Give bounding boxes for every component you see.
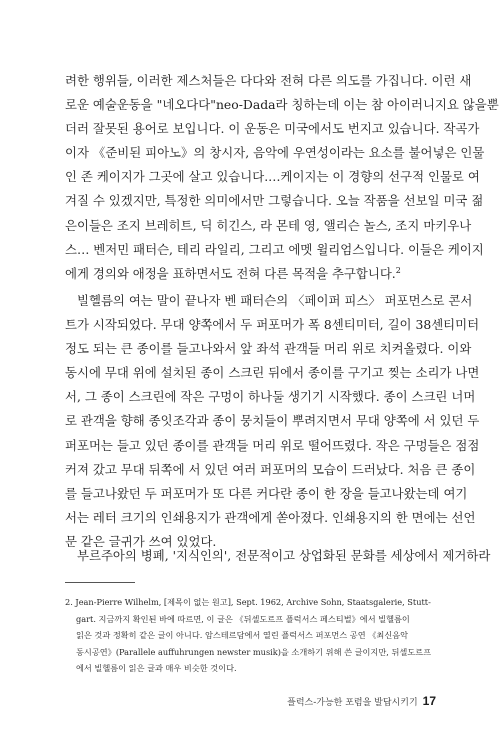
footnote-divider [65, 582, 135, 583]
text-line [65, 262, 435, 286]
text-line: 를 들고나왔던 두 퍼포머가 또 다른 커다란 종이 한 장을 들고나왔는데 여기 [65, 485, 468, 501]
text-line: 스… 벤저민 패터슨, 테리 라일리, 그리고 에멧 윌리엄스입니다. 이들은 케이지 [65, 241, 484, 257]
text-line: 서는 레터 크기의 인쇄용지가 관객에게 쏟아졌다. 인쇄용지의 한 면에는 선언 [65, 509, 476, 525]
page-number: 17 [422, 694, 436, 708]
footnote-line: 읽은 것과 정확히 같은 글이 아니다. 암스테르담에서 열린 플럭서스 퍼포먼스 공연 《최신음악 [76, 630, 409, 641]
text-line: 부르주아의 병폐, '지식인의', 전문적이고 상업화된 문화를 세상에서 제거하라 [77, 548, 491, 563]
text-line: 이자 《준비된 피아노》의 창시자, 음악에 우연성이라는 요소를 불어넣은 인물 [65, 145, 485, 161]
text-line: 서, 그 종이 스크린에 작은 구멍이 하나둘 생기기 시작했다. 종이 스크린 너머 [65, 389, 476, 405]
text-line: 은이들은 조지 브레히트, 딕 히긴스, 라 몬테 영, 앨리슨 놀스, 조지 마키우나 [65, 217, 472, 233]
text-line: 퍼포머는 들고 있던 종이를 관객들 머리 위로 떨어뜨렸다. 작은 구멍들은 점점 [65, 437, 480, 453]
text-line: 정도 되는 큰 종이를 들고나와서 앞 좌석 관객들 머리 위로 치켜올렸다. 이와 [65, 341, 472, 357]
text-line: 로 관객을 향해 종잇조각과 종이 뭉치들이 뿌려지면서 무대 양쪽에 서 있던 두 [65, 413, 480, 429]
footnote-line: gart. 지금까지 확인된 바에 따르면, 이 글은 《뒤셀도르프 플럭서스 페스티벌》에서 빌헬름이 [76, 613, 410, 624]
text-line: 더러 잘못된 용어로 보입니다. 이 운동은 미국에서도 번지고 있습니다. 작곡가 [65, 121, 480, 137]
text-line: 겨질 수 있겠지만, 특정한 의미에서만 그렇습니다. 오늘 작품을 선보일 미국 젊 [65, 193, 484, 209]
footnote-2 [65, 594, 435, 677]
footnote-line: 에서 빌헬름이 읽은 글과 매우 비슷한 것이다. [76, 663, 237, 674]
footnote-marker: 2 [395, 265, 401, 275]
text-line: 트가 시작되었다. 무대 양쪽에서 두 퍼포머가 폭 8센티미터, 길이 38센티미터 [65, 317, 480, 333]
paragraph-1 [65, 69, 499, 286]
footnote-line: 동시공연》(Parallele auffuhrungen newster musik)을 소개하기 위해 쓴 글이지만, 뒤셀도르프 [76, 646, 431, 657]
text-line: 려한 행위들, 이러한 제스처들은 다다와 전혀 다른 의도를 가집니다. 이런 새 [65, 73, 472, 88]
paragraph-2 [65, 289, 480, 554]
paragraph-3 [65, 544, 491, 568]
page-footer [287, 694, 436, 708]
text-line-content: 에게 경의와 애정을 표하면서도 전혀 다른 목적을 추구합니다. [65, 265, 396, 281]
text-line: 빌헬름의 여는 말이 끝나자 벤 패터슨의 〈페이퍼 피스〉 퍼포먼스로 콘서 [77, 293, 473, 308]
text-line: 인 존 케이지가 그곳에 살고 있습니다.…케이지는 이 경향의 선구적 인물로 여 [65, 169, 480, 185]
running-title: 플럭스-가능한 포럼을 발답시키기 [287, 698, 418, 708]
text-line: 로운 예술운동을 "네오다다"neo-Dada라 칭하는데 이는 참 아이러니지요 않을뿐 [65, 97, 499, 113]
text-line: 동시에 무대 위에 설치된 종이 스크린 뒤에서 종이를 구기고 찢는 소리가 나면 [65, 365, 480, 381]
text-line: 커져 갔고 무대 뒤쪽에 서 있던 여러 퍼포머의 모습이 드러났다. 처음 큰 종이 [65, 461, 476, 477]
text-line: 문 같은 글귀가 쓰여 있었다. [65, 533, 217, 549]
footnote-line: 2. Jean-Pierre Wilhelm, [제목이 없는 원고], Sept. 1962, Archive Sohn, Staatsgalerie, Stutt- [65, 597, 431, 607]
